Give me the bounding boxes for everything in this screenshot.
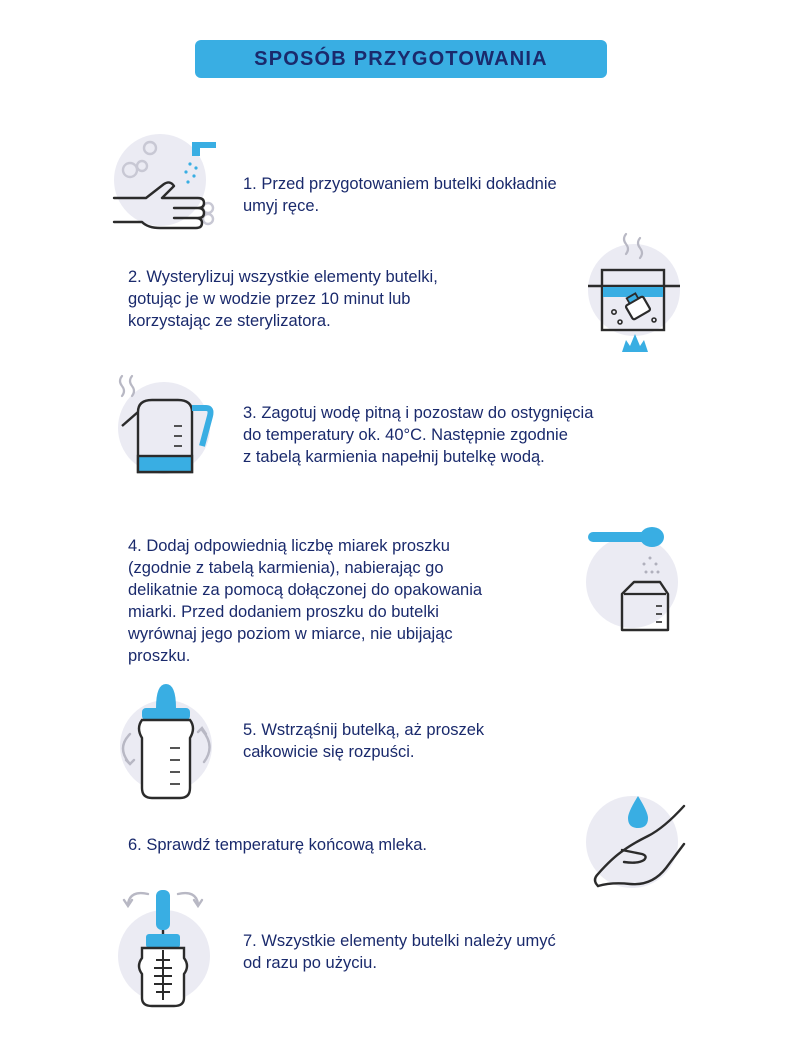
step-2-line: korzystając ze sterylizatora. (128, 312, 331, 330)
step-3-text (243, 402, 593, 468)
shake-bottle-icon (108, 676, 220, 804)
drop-on-hand-icon (582, 788, 694, 900)
step-7-line: 7. Wszystkie elementy butelki należy umyć (243, 932, 556, 950)
step-4-line: delikatnie za pomocą dołączonej do opakowania (128, 581, 483, 599)
page-title: SPOSÓB PRZYGOTOWANIA (254, 47, 548, 70)
kettle-icon (112, 372, 222, 484)
bottle-brush-icon (112, 880, 218, 1010)
step-3-line: do temperatury ok. 40°C. Następnie zgodnie (243, 426, 568, 444)
step-5-text (243, 719, 484, 763)
step-7-line: od razu po użyciu. (243, 954, 377, 972)
step-4-line: (zgodnie z tabelą karmienia), nabierając go (128, 559, 444, 577)
step-4-line: miarki. Przed dodaniem proszku do butelki (128, 603, 439, 621)
step-6-line: 6. Sprawdź temperaturę końcową mleka. (128, 836, 427, 854)
scoop-powder-icon (580, 520, 692, 636)
step-1-text (243, 173, 557, 217)
step-1-line: umyj ręce. (243, 197, 320, 215)
step-5-line: całkowicie się rozpuści. (243, 743, 415, 761)
step-2-line: 2. Wysterylizuj wszystkie elementy butelki, (128, 268, 438, 286)
step-4-line: wyrównaj jego poziom w miarce, nie ubijając (128, 625, 453, 643)
step-4-line: proszku. (128, 647, 191, 665)
step-4-line: 4. Dodaj odpowiednią liczbę miarek proszku (128, 537, 450, 555)
step-5-line: 5. Wstrząśnij butelką, aż proszek (243, 721, 485, 739)
step-1-line: 1. Przed przygotowaniem butelki dokładnie (243, 175, 557, 193)
step-7-text (243, 930, 556, 974)
title-banner (195, 40, 607, 78)
step-2-line: gotując je w wodzie przez 10 minut lub (128, 290, 411, 308)
step-4-text (128, 535, 482, 667)
step-3-line: z tabelą karmienia napełnij butelkę wodą. (243, 448, 545, 466)
wash-hands-icon (108, 122, 228, 240)
step-3-line: 3. Zagotuj wodę pitną i pozostaw do ostygnięcia (243, 404, 594, 422)
step-2-text (128, 266, 438, 332)
sterilize-pot-icon (580, 228, 690, 356)
step-6-text (128, 834, 427, 856)
